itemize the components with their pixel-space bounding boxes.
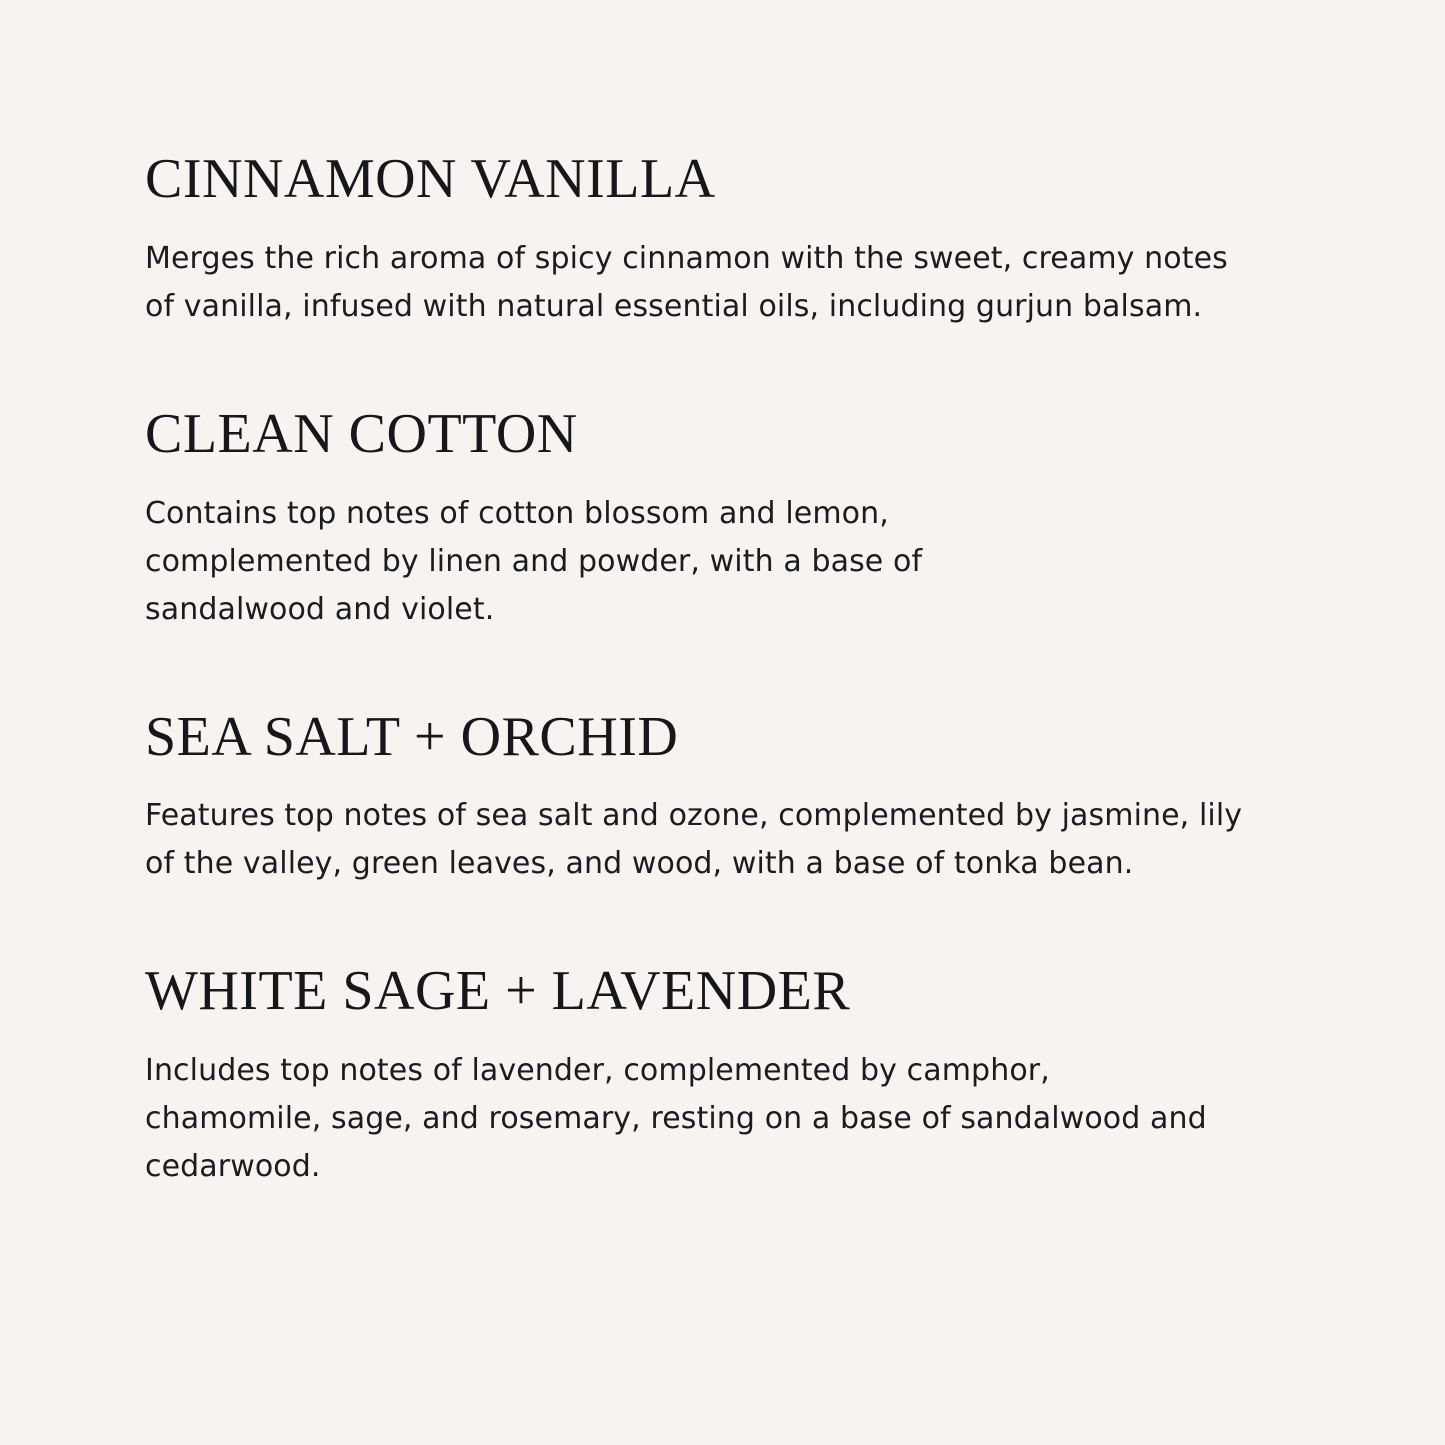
scent-title: CLEAN COTTON — [145, 402, 578, 465]
scent-section-cinnamon-vanilla — [145, 150, 1300, 331]
scent-title: CINNAMON VANILLA — [145, 148, 716, 210]
scent-description: Contains top notes of cotton blossom and lemon, complemented by linen and powder, with a base of sandalwood and violet. — [145, 495, 923, 627]
scent-section-clean-cotton — [145, 402, 1300, 634]
scent-description: Features top notes of sea salt and ozone, complemented by jasmine, lily of the valley, green leaves, and wood, with a base of tonka bean. — [145, 798, 1243, 882]
scent-section-sea-salt-orchid — [145, 705, 1300, 889]
scent-description: Merges the rich aroma of spicy cinnamon with the sweet, creamy notes of vanilla, infused with natural essential oils, including gurjun balsam. — [145, 240, 1228, 324]
scent-section-white-sage-lavender — [145, 962, 1300, 1191]
scent-title: SEA SALT + ORCHID — [145, 705, 679, 768]
scent-title: WHITE SAGE + LAVENDER — [145, 960, 851, 1023]
scent-description: Includes top notes of lavender, complemented by camphor, chamomile, sage, and rosemary, resting on a base of sandalwood and cedarwood. — [145, 1053, 1207, 1185]
